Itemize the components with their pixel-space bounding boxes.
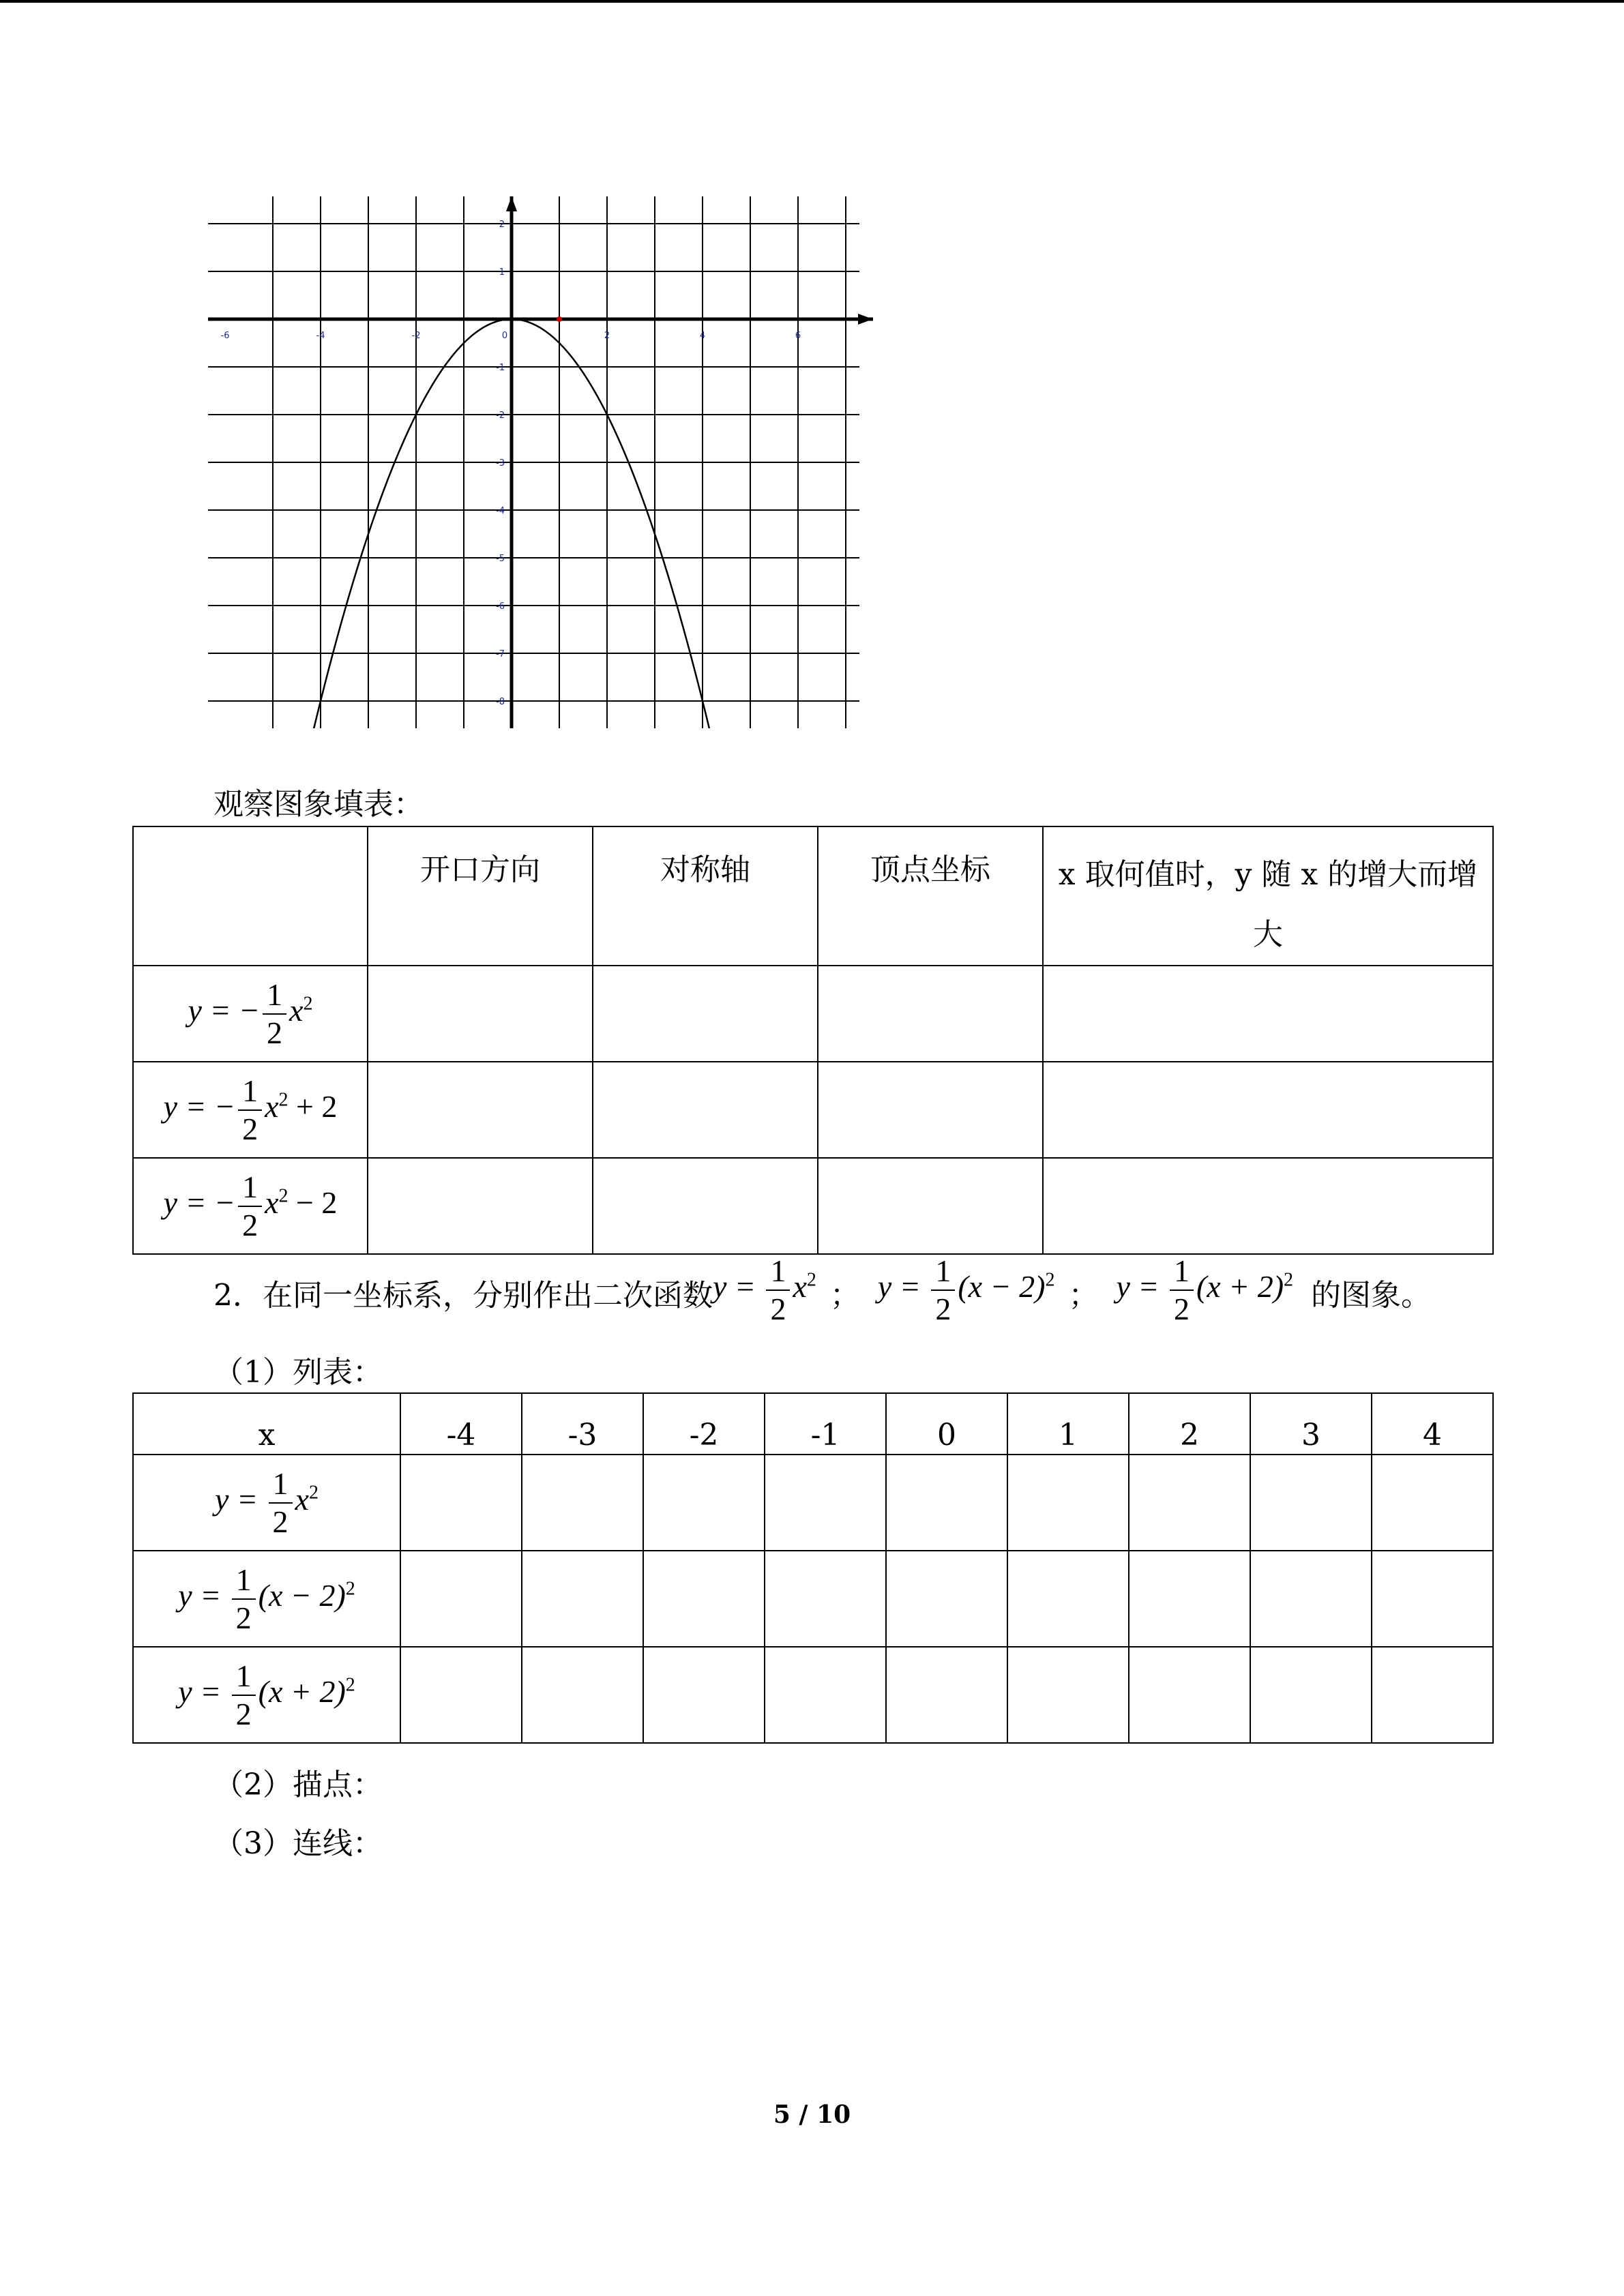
value-cell[interactable] (1250, 1551, 1372, 1647)
step-2-label: （2）描点： (213, 1768, 383, 1802)
value-cell[interactable] (1129, 1455, 1250, 1551)
observe-row-3 (133, 1158, 1493, 1254)
y-tick-label: 1 (499, 267, 505, 278)
answer-cell[interactable] (818, 966, 1043, 1062)
values-row-1 (133, 1455, 1493, 1551)
value-cell[interactable] (1129, 1647, 1250, 1743)
value-cell[interactable] (400, 1551, 522, 1647)
header-x-value: 1 (1007, 1393, 1129, 1455)
y-axis-arrow (506, 196, 517, 211)
y-tick-label: -3 (496, 458, 505, 468)
y-tick-label: -8 (496, 697, 505, 707)
y-tick-label: -7 (496, 649, 505, 659)
value-cell[interactable] (400, 1455, 522, 1551)
answer-cell[interactable] (368, 966, 593, 1062)
observe-row-2 (133, 1062, 1493, 1158)
observe-table (132, 826, 1494, 1255)
func-3: y = $\frac{1}{2}$ $(x + 2)^2$ (1116, 1253, 1294, 1326)
value-cell[interactable] (1372, 1455, 1493, 1551)
value-cell[interactable] (643, 1647, 765, 1743)
answer-cell[interactable] (593, 1062, 818, 1158)
header-x-value: 0 (886, 1393, 1007, 1455)
values-row-2 (133, 1551, 1493, 1647)
header-blank (133, 826, 368, 966)
answer-cell[interactable] (593, 966, 818, 1062)
values-row-3 (133, 1647, 1493, 1743)
x-tick-label: -6 (220, 331, 230, 341)
fill-table-caption: 观察图象填表： (213, 787, 424, 822)
x-tick-label: -2 (411, 331, 421, 341)
header-x-value: -4 (400, 1393, 522, 1455)
value-cell[interactable] (765, 1455, 886, 1551)
observe-table-header (133, 826, 1493, 966)
values-table (132, 1392, 1494, 1744)
header-x-value: 3 (1250, 1393, 1372, 1455)
header-opening-direction: 开口方向 (368, 826, 593, 966)
page-top-border (0, 0, 1624, 3)
y-tick-label: -4 (496, 506, 505, 516)
value-cell[interactable] (1250, 1455, 1372, 1551)
header-x-value: 4 (1372, 1393, 1493, 1455)
header-x-value: -2 (643, 1393, 765, 1455)
x-tick-label: 4 (699, 331, 706, 341)
answer-cell[interactable] (818, 1062, 1043, 1158)
y-tick-label: -1 (496, 363, 505, 373)
observe-row-1 (133, 966, 1493, 1062)
value-cell[interactable] (886, 1647, 1007, 1743)
step-1-label: （1）列表： (213, 1355, 383, 1390)
answer-cell[interactable] (1043, 1158, 1493, 1254)
formula-cell (133, 1551, 400, 1647)
parabola-graph (208, 196, 873, 728)
y-tick-label: -2 (496, 411, 505, 421)
header-symmetry-axis: 对称轴 (593, 826, 818, 966)
value-cell[interactable] (1007, 1647, 1129, 1743)
step-3-label: （3）连线： (213, 1826, 383, 1861)
value-cell[interactable] (765, 1647, 886, 1743)
answer-cell[interactable] (818, 1158, 1043, 1254)
formula-cell (133, 1647, 400, 1743)
x-tick-label: 0 (501, 331, 508, 341)
y-tick-label: 2 (499, 220, 505, 230)
formula-cell (133, 1158, 368, 1254)
value-cell[interactable] (643, 1455, 765, 1551)
formula: y = $\frac{1}{2}$ $(x - 2)^2$ (178, 1562, 355, 1635)
header-x-value: -1 (765, 1393, 886, 1455)
value-cell[interactable] (1007, 1551, 1129, 1647)
formula: y = $\frac{1}{2}$ $(x + 2)^2$ (178, 1658, 355, 1731)
header-vertex: 顶点坐标 (818, 826, 1043, 966)
answer-cell[interactable] (593, 1158, 818, 1254)
answer-cell[interactable] (368, 1158, 593, 1254)
question-2: 2．在同一坐标系，分别作出二次函数y = $\frac{1}{2}$ $x^2$ ； y = $\frac{1}{2}$ $(x - 2)^2$ ； y = $\frac{1}{2}$ $(x + 2)^2$ 的图象。 (213, 1253, 1432, 1326)
y-tick-label: -5 (496, 554, 505, 564)
x-tick-label: 2 (604, 331, 610, 341)
func-2: y = $\frac{1}{2}$ $(x - 2)^2$ (877, 1253, 1055, 1326)
header-increasing-range: x 取何值时，y 随 x 的增大而增大 (1043, 826, 1493, 966)
value-cell[interactable] (1372, 1551, 1493, 1647)
header-x-value: 2 (1129, 1393, 1250, 1455)
formula: y = $\frac{1}{2}$ $x^2$ (215, 1465, 319, 1539)
formula: y = − $\frac{1}{2}$ $x^2 - 2$ (163, 1169, 338, 1242)
formula-cell (133, 1455, 400, 1551)
value-cell[interactable] (1007, 1455, 1129, 1551)
value-cell[interactable] (522, 1551, 643, 1647)
value-cell[interactable] (1250, 1647, 1372, 1743)
value-cell[interactable] (886, 1455, 1007, 1551)
value-cell[interactable] (1372, 1647, 1493, 1743)
x-axis-arrow (858, 314, 873, 325)
x-tick-label: -4 (316, 331, 325, 341)
header-x: x (133, 1393, 400, 1455)
y-tick-label: -6 (496, 601, 505, 612)
func-1: y = $\frac{1}{2}$ $x^2$ (713, 1253, 816, 1326)
value-cell[interactable] (765, 1551, 886, 1647)
formula: y = − $\frac{1}{2}$ $x^2$ (188, 976, 313, 1050)
formula-cell (133, 966, 368, 1062)
value-cell[interactable] (400, 1647, 522, 1743)
answer-cell[interactable] (1043, 1062, 1493, 1158)
x-tick-label: 6 (795, 331, 801, 341)
answer-cell[interactable] (368, 1062, 593, 1158)
value-cell[interactable] (1129, 1551, 1250, 1647)
unit-marker (557, 316, 562, 322)
answer-cell[interactable] (1043, 966, 1493, 1062)
page-number: 5 / 10 (773, 2100, 851, 2129)
value-cell[interactable] (643, 1551, 765, 1647)
value-cell[interactable] (886, 1551, 1007, 1647)
value-cell[interactable] (522, 1647, 643, 1743)
value-cell[interactable] (522, 1455, 643, 1551)
values-table-header (133, 1393, 1493, 1455)
formula: y = − $\frac{1}{2}$ $x^2 + 2$ (163, 1073, 338, 1146)
formula-cell (133, 1062, 368, 1158)
header-x-value: -3 (522, 1393, 643, 1455)
